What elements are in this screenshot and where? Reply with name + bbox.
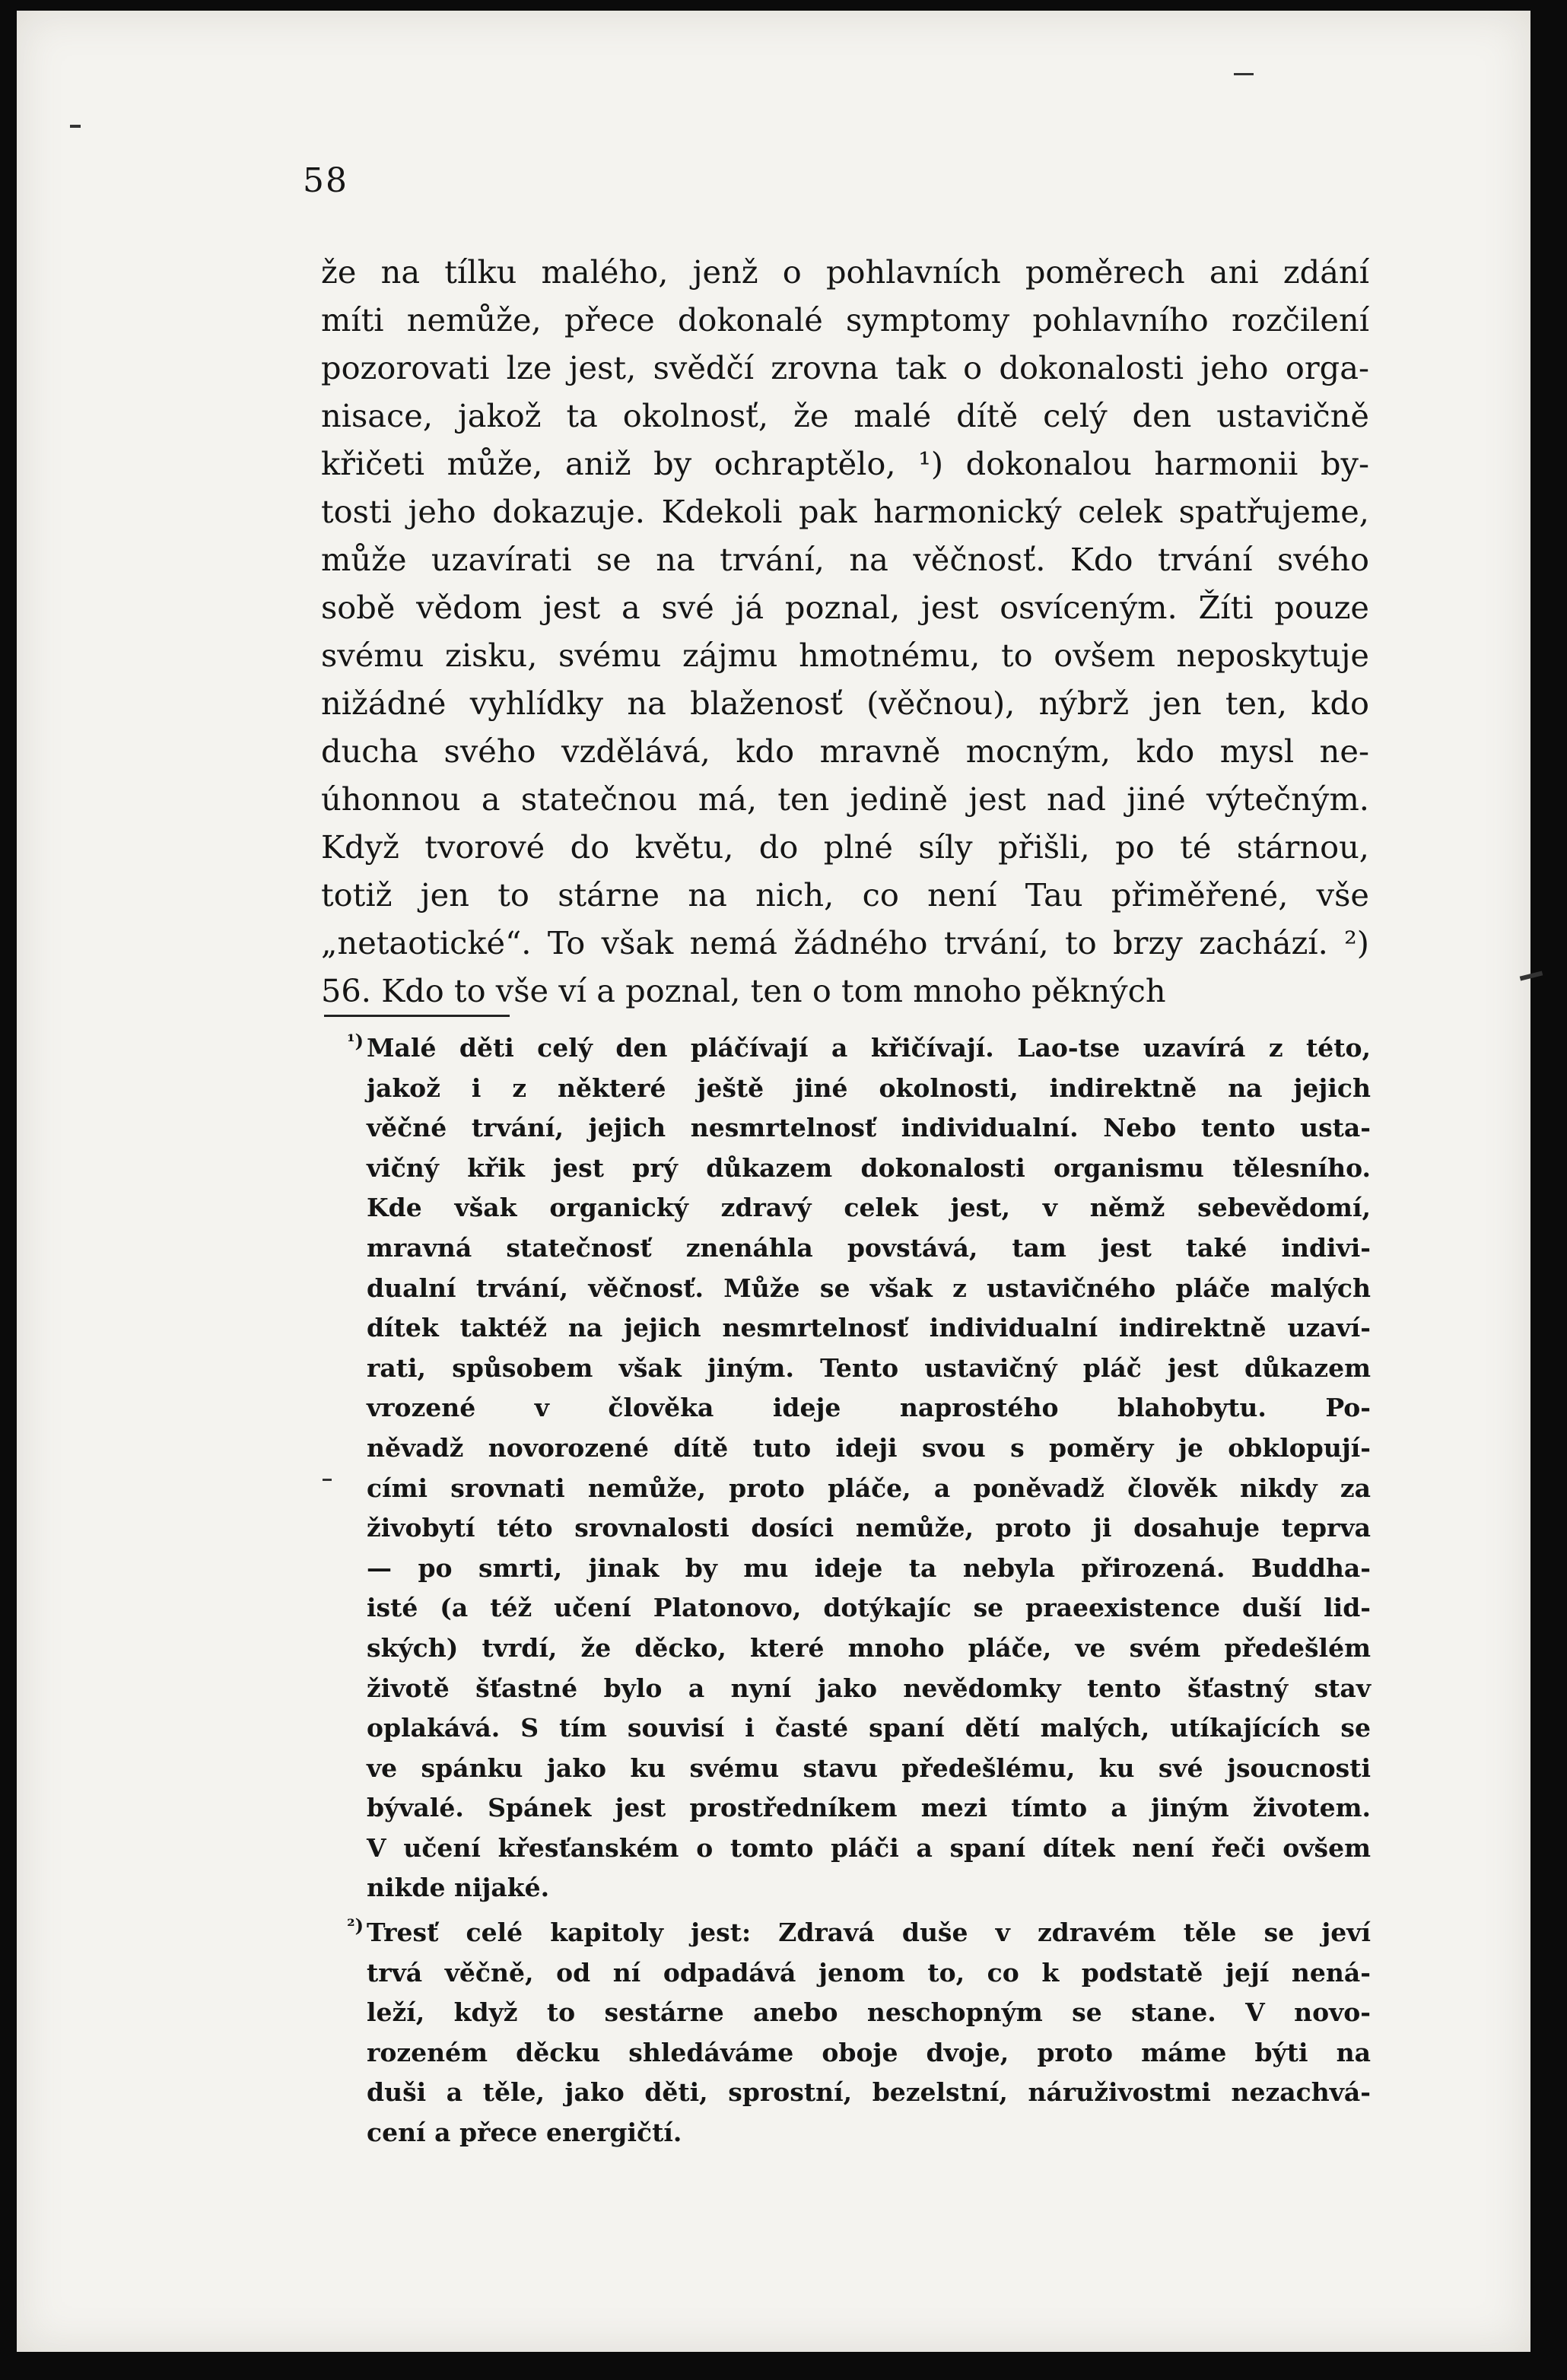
footnote-separator xyxy=(324,1015,510,1017)
text-line: může uzavírati se na trvání, na věčnosť. Kdo trvání svého xyxy=(321,541,1369,578)
text-line: 56. Kdo to vše ví a poznal, ten o tom mnoho pěkných xyxy=(321,972,1166,1009)
footnote-line: Kde však organický zdravý celek jest, v němž sebevědomí, xyxy=(367,1193,1371,1223)
footnote-line: oplakává. S tím souvisí i časté spaní dětí malých, utíkajících se xyxy=(367,1713,1371,1743)
text-line: totiž jen to stárne na nich, co není Tau přiměřené, vše xyxy=(321,876,1369,914)
footnotes xyxy=(347,1028,1371,2153)
footnote-line: dualní trvání, věčnosť. Může se však z ustavičného pláče malých xyxy=(367,1273,1371,1303)
footnote-line: dítek taktéž na jejich nesmrtelnosť individualní indirektně uzaví- xyxy=(367,1313,1371,1343)
footnote-line: trvá věčně, od ní odpadává jenom to, co k podstatě její nená- xyxy=(367,1957,1371,1988)
book-page xyxy=(17,11,1530,2352)
footnote-line: bývalé. Spánek jest prostředníkem mezi tímto a jiným životem. xyxy=(367,1793,1371,1823)
footnote-line: — po smrti, jinak by mu ideje ta nebyla přirozená. Buddha- xyxy=(367,1552,1371,1583)
scan-speck xyxy=(323,1479,332,1481)
footnote-line: cení a přece energičtí. xyxy=(367,2118,682,2148)
text-line: pozorovati lze jest, svědčí zrovna tak o dokonalosti jeho orga- xyxy=(321,349,1369,386)
footnote-marker: ²) xyxy=(347,1914,364,1937)
footnote-line: ských) tvrdí, že děcko, které mnoho pláče, ve svém předešlém xyxy=(367,1632,1371,1663)
footnote-marker: ¹) xyxy=(347,1030,364,1052)
main-text-block xyxy=(321,248,1369,1015)
footnote-line: duši a těle, jako děti, sprostní, bezelstní, náruživostmi nezachvá- xyxy=(367,2077,1371,2108)
footnote-line: mravná statečnosť znenáhla povstává, tam jest také indivi- xyxy=(367,1232,1371,1263)
footnote-line: V učení křesťanském o tomto pláči a spaní dítek není řeči ovšem xyxy=(367,1832,1371,1863)
text-line: sobě vědom jest a své já poznal, jest osvíceným. Žíti pouze xyxy=(321,589,1369,626)
scan-speck xyxy=(1520,971,1543,980)
text-line: Když tvorové do květu, do plné síly přišli, po té stárnou, xyxy=(321,828,1369,866)
footnote-line: Tresť celé kapitoly jest: Zdravá duše v zdravém těle se jeví xyxy=(367,1918,1371,1948)
footnote-line: něvadž novorozené dítě tuto ideji svou s poměry je obklopují- xyxy=(367,1432,1371,1463)
footnote-line: rati, spůsobem však jiným. Tento ustavičný pláč jest důkazem xyxy=(367,1352,1371,1383)
text-line: nižádné vyhlídky na blaženosť (věčnou), nýbrž jen ten, kdo xyxy=(321,685,1369,722)
footnote-line: isté (a též učení Platonovo, dotýkajíc se praeexistence duší lid- xyxy=(367,1593,1371,1623)
footnote-line: vrozené v člověka ideje naprostého blahobytu. Po- xyxy=(367,1393,1371,1423)
footnote-line: rozeném děcku shledáváme oboje dvoje, proto máme býti na xyxy=(367,2037,1371,2067)
text-line: ducha svého vzdělává, kdo mravně mocným, kdo mysl ne- xyxy=(321,732,1369,770)
text-line: nisace, jakož ta okolnosť, že malé dítě celý den ustavičně xyxy=(321,397,1369,434)
scan-speck xyxy=(70,125,81,128)
text-line: křičeti může, aniž by ochraptělo, ¹) dokonalou harmonii by- xyxy=(321,445,1369,482)
page-number: 58 xyxy=(303,161,348,200)
text-line: úhonnou a statečnou má, ten jedině jest nad jiné výtečným. xyxy=(321,780,1369,818)
footnote-line: nikde nijaké. xyxy=(367,1873,550,1903)
text-line: míti nemůže, přece dokonalé symptomy pohlavního rozčilení xyxy=(321,301,1369,338)
text-line: tosti jeho dokazuje. Kdekoli pak harmonický celek spatřujeme, xyxy=(321,493,1369,530)
footnote-line: ve spánku jako ku svému stavu předešlému, ku své jsoucnosti xyxy=(367,1752,1371,1783)
footnote-2 xyxy=(347,1913,1371,2153)
footnote-1 xyxy=(347,1028,1371,1908)
footnote-line: jakož i z některé ještě jiné okolnosti, indirektně na jejich xyxy=(367,1072,1371,1103)
scan-speck xyxy=(1234,73,1254,75)
text-line: svému zisku, svému zájmu hmotnému, to ovšem neposkytuje xyxy=(321,637,1369,674)
footnote-line: věčné trvání, jejich nesmrtelnosť individualní. Nebo tento usta- xyxy=(367,1113,1371,1143)
footnote-line: vičný křik jest prý důkazem dokonalosti organismu tělesního. xyxy=(367,1152,1371,1183)
footnote-line: cími srovnati nemůže, proto pláče, a poněvadž člověk nikdy za xyxy=(367,1473,1371,1503)
footnote-line: živobytí této srovnalosti dosíci nemůže, proto ji dosahuje teprva xyxy=(367,1513,1371,1543)
footnote-line: leží, když to sestárne anebo neschopným se stane. V novo- xyxy=(367,1997,1371,2028)
text-line: že na tílku malého, jenž o pohlavních poměrech ani zdání xyxy=(321,253,1369,291)
text-line: „netaotické“. To však nemá žádného trvání, to brzy zachází. ²) xyxy=(321,924,1369,961)
footnote-line: Malé děti celý den pláčívají a křičívají. Lao-tse uzavírá z této, xyxy=(367,1033,1371,1063)
footnote-line: životě šťastné bylo a nyní jako nevědomky tento šťastný stav xyxy=(367,1673,1371,1703)
